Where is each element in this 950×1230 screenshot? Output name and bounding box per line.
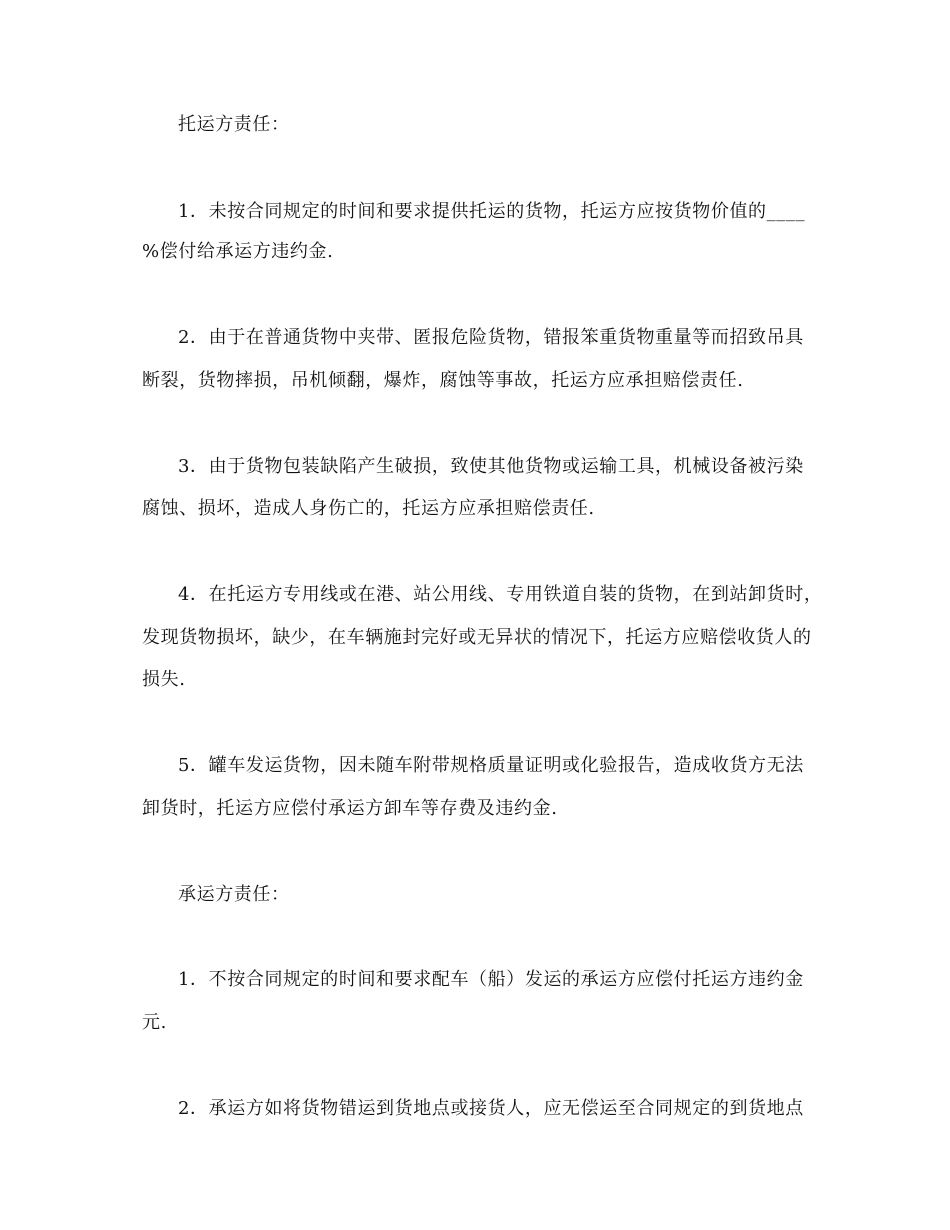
shipper-clause-2-line-2: 断裂，货物摔损，吊机倾翻，爆炸，腐蚀等事故，托运方应承担赔偿责任. [142, 370, 744, 391]
shipper-clause-4-line-1: 4．在托运方专用线或在港、站公用线、专用铁道自装的货物，在到站卸货时， [178, 584, 823, 605]
carrier-clause-1-line-1: 1．不按合同规定的时间和要求配车（船）发运的承运方应偿付托运方违约金 [178, 969, 804, 990]
carrier-responsibility-heading: 承运方责任： [178, 884, 290, 905]
shipper-clause-3-line-1: 3．由于货物包装缺陷产生破损，致使其他货物或运输工具，机械设备被污染 [178, 456, 804, 477]
shipper-clause-2-line-1: 2．由于在普通货物中夹带、匿报危险货物，错报笨重货物重量等而招致吊具 [178, 327, 804, 348]
carrier-clause-2-line-1: 2．承运方如将货物错运到货地点或接货人，应无偿运至合同规定的到货地点 [178, 1098, 804, 1119]
shipper-clause-1-line-2: %偿付给承运方违约金. [142, 241, 334, 262]
shipper-clause-3-line-2: 腐蚀、损坏，造成人身伤亡的，托运方应承担赔偿责任. [142, 498, 595, 519]
shipper-clause-5-line-1: 5．罐车发运货物，因未随车附带规格质量证明或化验报告，造成收货方无法 [178, 755, 804, 776]
shipper-clause-1-line-1: 1．未按合同规定的时间和要求提供托运的货物，托运方应按货物价值的____ [178, 201, 806, 222]
carrier-clause-1-line-2: 元. [142, 1012, 167, 1033]
shipper-clause-5-line-2: 卸货时，托运方应偿付承运方卸车等存费及违约金. [142, 798, 558, 819]
shipper-clause-4-line-3: 损失. [142, 669, 186, 690]
shipper-responsibility-heading: 托运方责任： [178, 114, 290, 135]
shipper-clause-4-line-2: 发现货物损坏，缺少，在车辆施封完好或无异状的情况下，托运方应赔偿收货人的 [142, 627, 812, 648]
